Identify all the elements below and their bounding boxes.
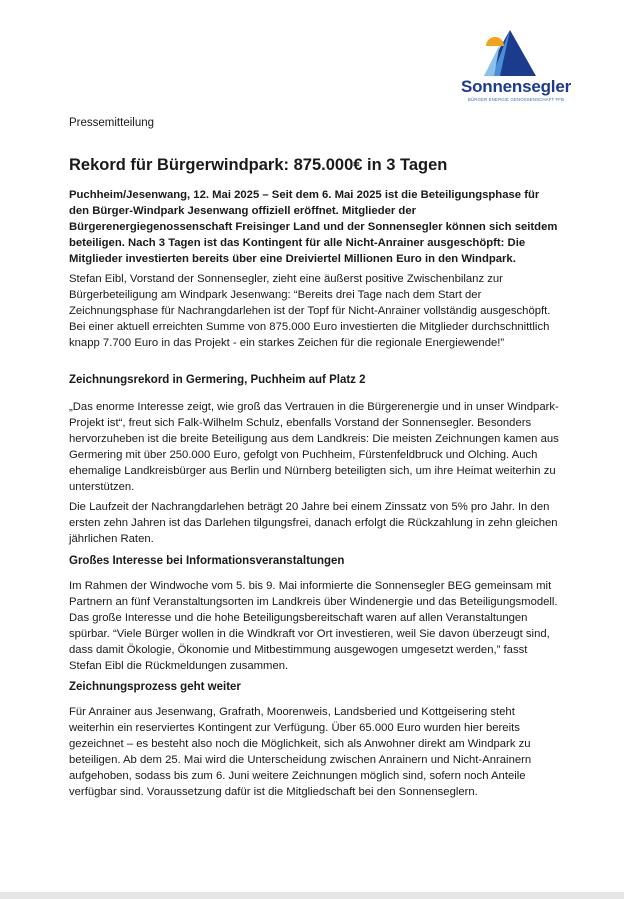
- sail-sun-icon: [478, 30, 538, 78]
- paragraph-3: Die Laufzeit der Nachrangdarlehen beträgt 20 Jahre bei einem Zinssatz von 5% pro Jahr. In den ersten zehn Jahren ist das Darlehen tilgungsfrei, danach erfolgt die Rückzahlung in zehn gleichen jährlichen Raten.: [69, 501, 558, 545]
- paragraph-4: Im Rahmen der Windwoche vom 5. bis 9. Mai informierte die Sonnensegler BEG gemeinsam mit Partnern an fünf Veranstaltungsorten im Landkreis über Windenergie und das Beteiligungsmodell. Das große Interesse und die hohe Beteiligungsbereitschaft waren auf allen Veranstaltungen spürbar. “Viele Bürger wollen in die Windkraft vor Ort investieren, weil Sie davon überzeugt sind, dass damit Ökologie, Ökonomie und Mitbestimmung ausgewogen umgesetzt werden,” fasst Stefan Eibl die Rückmeldungen zusammen.: [69, 580, 558, 672]
- document-label: Pressemitteilung: [69, 117, 155, 129]
- lead-paragraph: Puchheim/Jesenwang, 12. Mai 2025 – Seit dem 6. Mai 2025 ist die Beteiligungsphase für den Bürger-Windpark Jesenwang offiziell eröffnet. Mitglieder der Bürgerenergiegenossenschaft Freisinger Land und der Sonnensegler können sich seitdem beteiligen. Nach 3 Tagen ist das Kontingent für alle Nicht-Anrainer ausgeschöpft: Die Mitglieder investierten bereits über eine Dreiviertel Millionen Euro in den Windpark.: [69, 189, 558, 265]
- page-title: Rekord für Bürgerwindpark: 875.000€ in 3 Tagen: [69, 156, 448, 174]
- paragraph-2: „Das enorme Interesse zeigt, wie groß das Vertrauen in die Bürgerenergie und in unser Windpark-Projekt ist“, freut sich Falk-Wilhelm Schulz, ebenfalls Vorstand der Sonnensegler. Besonders hervorzuheben ist die breite Beteiligung aus dem Landkreis: Die meisten Zeichnungen kamen aus Germering mit über 250.000 Euro, gefolgt von Puchheim, Fürstenfeldbruck und Olching. Auch ehemalige Landkreisbürger aus Berlin und Nürnberg beteiligten sich, um ihre Heimat weiterhin zu unterstützen.: [69, 401, 559, 493]
- heading-2: Großes Interesse bei Informationsveranstaltungen: [69, 555, 345, 567]
- logo-name: Sonnensegler: [460, 77, 572, 96]
- bottom-strip: [0, 892, 624, 899]
- paragraph-1: Stefan Eibl, Vorstand der Sonnensegler, zieht eine äußerst positive Zwischenbilanz zur Bürgerbeteiligung am Windpark Jesenwang: “Bereits drei Tage nach dem Start der Zeichnungsphase für Nachrangdarlehen ist der Topf für Nicht-Anrainer vollständig ausgeschöpft. Bei einer aktuell erreichten Summe von 875.000 Euro investierten die Mitglieder durchschnittlich knapp 7.700 Euro in das Projekt - ein starkes Zeichen für die regionale Energiewende!”: [69, 273, 551, 349]
- heading-3: Zeichnungsprozess geht weiter: [69, 681, 241, 693]
- logo-tagline: BÜRGER ENERGIE GENOSSENSCHAFT FFB: [467, 97, 565, 102]
- paragraph-5: Für Anrainer aus Jesenwang, Grafrath, Moorenweis, Landsberied und Kottgeisering steht weiterhin ein reserviertes Kontingent zur Verfügung. Über 65.000 Euro wurden hier bereits gezeichnet – es besteht also noch die Möglichkeit, sich als Anwohner direkt am Windpark zu beteiligen. Ab dem 25. Mai wird die Unterscheidung zwischen Anrainern und Nicht-Anrainern aufgehoben, sodass bis zum 6. Juni weitere Zeichnungen möglich sind, sofern noch Anteile verfügbar sind. Voraussetzung dafür ist die Mitgliedschaft bei den Sonnenseglern.: [69, 706, 532, 798]
- sonnensegler-logo: [450, 30, 580, 102]
- heading-1: Zeichnungsrekord in Germering, Puchheim auf Platz 2: [69, 374, 366, 386]
